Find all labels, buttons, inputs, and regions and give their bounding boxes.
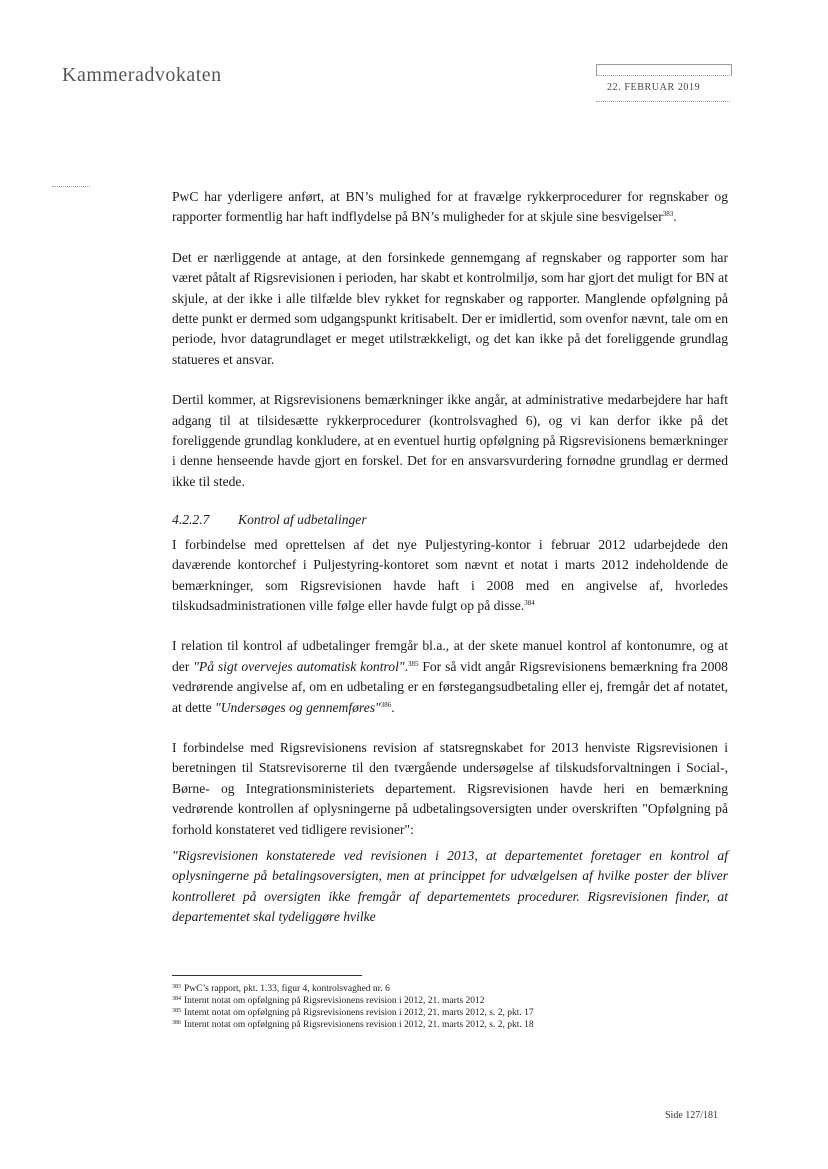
footnotes [172,983,728,1031]
document-body [172,187,728,948]
footnote-ref: 383 [662,210,674,219]
footnote-item [172,983,728,995]
firm-logo-text: Kammeradvokaten [62,64,222,86]
paragraph-6: I forbindelse med Rigsrevisionens revision af statsregnskabet for 2013 henviste Rigsrevisionen i beretningen til Statsrevisorerne til den tværgående undersøgelse af tilskudsforvaltningen i Social-, Børne- og Integrationsministeriets departement. Rigsrevisionen havde heri en bemærkning vedrørende kontrollen af oplysningerne på udbetalingsoversigten under overskriften "Opfølgning på forhold konstateret ved tidligere revisioner": [172,739,728,837]
block-quote: "Rigsrevisionen konstaterede ved revisionen i 2013, at departementet foretager en kontrol af oplysningerne på betalingsoversigten, men at princippet for udvælgelsen af hvilke poster der bliver kontrolleret på oversigten ikke fremgår af departementets procedurer. Rigsrevisionen finder, at departementet skal tydeliggøre hvilke [172,847,728,925]
footnote-number: 385 [172,1008,181,1014]
footnote-item [172,995,728,1007]
footnote-text: PwC’s rapport, pkt. 1.33, figur 4, kontrolsvaghed nr. 6 [184,984,390,994]
page-number: Side 127/181 [665,1110,719,1121]
footnote-number: 386 [172,1020,181,1026]
section-title: Kontrol af udbetalinger [238,512,367,528]
footnote-ref: 386 [380,700,392,709]
paragraph-4: I forbindelse med oprettelsen af det nye Puljestyring-kontor i februar 2012 udarbejdede den daværende kontorchef i Puljestyring-kontoret som nævnt et notat i marts 2012 indeholdende de bemærkninger, som Rigsrevisionen havde haft i 2008 med en angivelse af, hvorledes tilskudsadministrationen ville følge eller havde fulgt op på disse.$^{384}$ [172,536,728,613]
date-divider [596,101,730,102]
footnote-text: Internt notat om opfølgning på Rigsrevisionens revision i 2012, 21. marts 2012, s. 2, pkt. 17 [184,1008,534,1018]
section-heading [172,510,728,530]
footnote-text: Internt notat om opfølgning på Rigsrevisionens revision i 2012, 21. marts 2012, s. 2, pkt. 18 [184,1020,534,1030]
footnote-number: 384 [172,996,181,1002]
footnote-ref: 385 [407,659,419,668]
paragraph-3: Dertil kommer, at Rigsrevisionens bemærkninger ikke angår, at administrative medarbejdere har haft adgang til at tilsidesætte rykkerprocedurer (kontrolsvaghed 6), og vi kan derfor ikke på det foreliggende grundlag konkludere, at en eventuel hurtig opfølgning på Rigsrevisionens bemærkninger i denne henseende havde gjort en forskel. Det for en ansvarsvurdering fornødne grundlag er dermed ikke til stede. [172,392,728,489]
margin-divider [52,186,90,187]
document-date: 22. FEBRUAR 2019 [607,82,701,93]
footnote-number: 383 [172,984,181,990]
paragraph-5: I relation til kontrol af udbetalinger fremgår bl.a., at der skete manuel kontrol af kontonumre, og at der "På sigt overvejes automatisk kontrol".$^{385}$ For så vidt angår Rigsrevisionens bemærkning fra 2008 vedrørende angivelse af, om en udbetaling er en førstegangsudbetaling eller ej, fremgår det af notatet, at dette "Undersøges og gennemføres"$^{386}$. [172,638,728,715]
inline-quote: "På sigt overvejes automatisk kontrol" [193,658,405,674]
footnote-divider [172,975,362,976]
paragraph-1: PwC har yderligere anført, at BN’s mulighed for at fravælge rykkerprocedurer for regnskaber og rapporter formentlig har haft indflydelse på BN’s muligheder for at skjule sine besvigelser$^{383}$. [172,189,728,225]
inline-quote: "Undersøges og gennemføres" [215,699,381,715]
date-box [596,64,732,76]
footnote-text: Internt notat om opfølgning på Rigsrevisionens revision i 2012, 21. marts 2012 [184,996,485,1006]
footnote-ref: 384 [524,598,535,607]
footnote-item [172,1019,728,1031]
paragraph-2: Det er nærliggende at antage, at den forsinkede gennemgang af regnskaber og rapporter som har været påtalt af Rigsrevisionen i perioden, har skabt et kontrolmiljø, som har gjort det muligt for BN at skjule, at der ikke i alle tilfælde blev rykket for regnskaber og rapporter. Manglende opfølgning på dette punkt er dermed som udgangspunkt kritisabelt. Der er imidlertid, som ovenfor nævnt, tale om en periode, hvor datagrundlaget er meget utilstrækkeligt, og det kan ikke på det foreliggende grundlag statueres et ansvar. [172,249,728,367]
footnote-item [172,1007,728,1019]
section-number: 4.2.2.7 [172,512,210,528]
